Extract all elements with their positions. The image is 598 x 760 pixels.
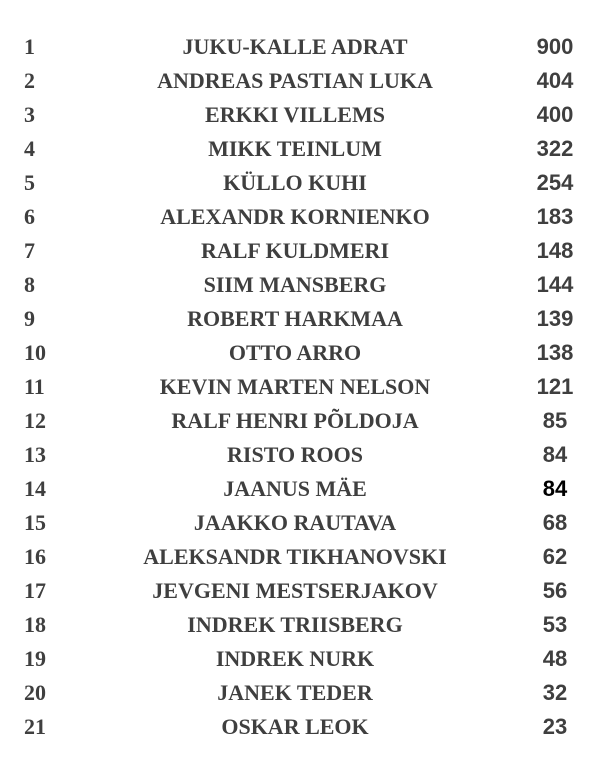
points-cell: 53 xyxy=(542,612,568,637)
rank-cell: 4 xyxy=(24,136,35,161)
rank-cell: 20 xyxy=(24,680,46,705)
standings-row xyxy=(0,676,598,710)
standings-row xyxy=(0,540,598,574)
standings-row xyxy=(0,336,598,370)
points-cell: 139 xyxy=(536,306,574,331)
name-cell: JEVGENI MESTSERJAKOV xyxy=(152,578,438,603)
rank-cell: 19 xyxy=(24,646,46,671)
points-cell: 144 xyxy=(536,272,574,297)
standings-row xyxy=(0,574,598,608)
rank-cell: 13 xyxy=(24,442,46,467)
name-cell: JANEK TEDER xyxy=(217,680,373,705)
name-cell: OSKAR LEOK xyxy=(221,714,369,739)
rank-cell: 3 xyxy=(24,102,35,127)
name-cell: ROBERT HARKMAA xyxy=(187,306,403,331)
rank-cell: 10 xyxy=(24,340,46,365)
standings-row xyxy=(0,200,598,234)
points-cell: 48 xyxy=(542,646,568,671)
points-cell: 900 xyxy=(536,34,574,59)
rank-cell: 11 xyxy=(24,374,45,399)
points-cell: 84 xyxy=(542,476,568,501)
standings-row xyxy=(0,472,598,506)
points-cell: 84 xyxy=(542,442,568,467)
name-cell: JUKU-KALLE ADRAT xyxy=(182,34,408,59)
rank-cell: 5 xyxy=(24,170,35,195)
rank-cell: 8 xyxy=(24,272,35,297)
name-cell: ALEKSANDR TIKHANOVSKI xyxy=(143,544,447,569)
standings-row xyxy=(0,64,598,98)
standings-table xyxy=(0,30,598,744)
standings-row xyxy=(0,404,598,438)
points-cell: 138 xyxy=(536,340,574,365)
standings-row xyxy=(0,642,598,676)
rank-cell: 1 xyxy=(24,34,35,59)
standings-row xyxy=(0,132,598,166)
points-cell: 68 xyxy=(542,510,568,535)
rank-cell: 21 xyxy=(24,714,46,739)
rank-cell: 18 xyxy=(24,612,46,637)
standings-row xyxy=(0,302,598,336)
name-cell: SIIM MANSBERG xyxy=(203,272,387,297)
name-cell: INDREK TRIISBERG xyxy=(187,612,403,637)
name-cell: OTTO ARRO xyxy=(228,340,362,365)
points-cell: 322 xyxy=(536,136,574,161)
name-cell: KÜLLO KUHI xyxy=(223,170,367,195)
points-cell: 400 xyxy=(536,102,574,127)
name-cell: MIKK TEINLUM xyxy=(208,136,382,161)
points-cell: 62 xyxy=(542,544,568,569)
name-cell: JAAKKO RAUTAVA xyxy=(193,510,397,535)
rank-cell: 15 xyxy=(24,510,46,535)
rank-cell: 6 xyxy=(24,204,35,229)
name-cell: ALEXANDR KORNIENKO xyxy=(160,204,430,229)
name-cell: RISTO ROOS xyxy=(227,442,363,467)
standings-row xyxy=(0,268,598,302)
name-cell: ANDREAS PASTIAN LUKA xyxy=(157,68,433,93)
standings-row xyxy=(0,710,598,744)
name-cell: JAANUS MÄE xyxy=(223,476,367,501)
rank-cell: 16 xyxy=(24,544,46,569)
points-cell: 183 xyxy=(536,204,574,229)
rank-cell: 7 xyxy=(24,238,35,263)
standings-row xyxy=(0,506,598,540)
points-cell: 404 xyxy=(536,68,574,93)
rank-cell: 12 xyxy=(24,408,46,433)
points-cell: 23 xyxy=(542,714,568,739)
points-cell: 148 xyxy=(536,238,574,263)
standings-row xyxy=(0,370,598,404)
standings-row xyxy=(0,234,598,268)
points-cell: 121 xyxy=(536,374,574,399)
points-cell: 254 xyxy=(536,170,574,195)
standings-row xyxy=(0,30,598,64)
standings-row xyxy=(0,608,598,642)
standings-row xyxy=(0,98,598,132)
rank-cell: 17 xyxy=(24,578,46,603)
standings-row xyxy=(0,166,598,200)
points-cell: 32 xyxy=(542,680,568,705)
name-cell: RALF KULDMERI xyxy=(200,238,390,263)
name-cell: KEVIN MARTEN NELSON xyxy=(159,374,431,399)
name-cell: INDREK NURK xyxy=(215,646,375,671)
points-cell: 85 xyxy=(542,408,568,433)
points-cell: 56 xyxy=(542,578,568,603)
rank-cell: 9 xyxy=(24,306,35,331)
standings-row xyxy=(0,438,598,472)
name-cell: RALF HENRI PÕLDOJA xyxy=(171,408,419,433)
rank-cell: 14 xyxy=(24,476,46,501)
rank-cell: 2 xyxy=(24,68,35,93)
name-cell: ERKKI VILLEMS xyxy=(205,102,385,127)
